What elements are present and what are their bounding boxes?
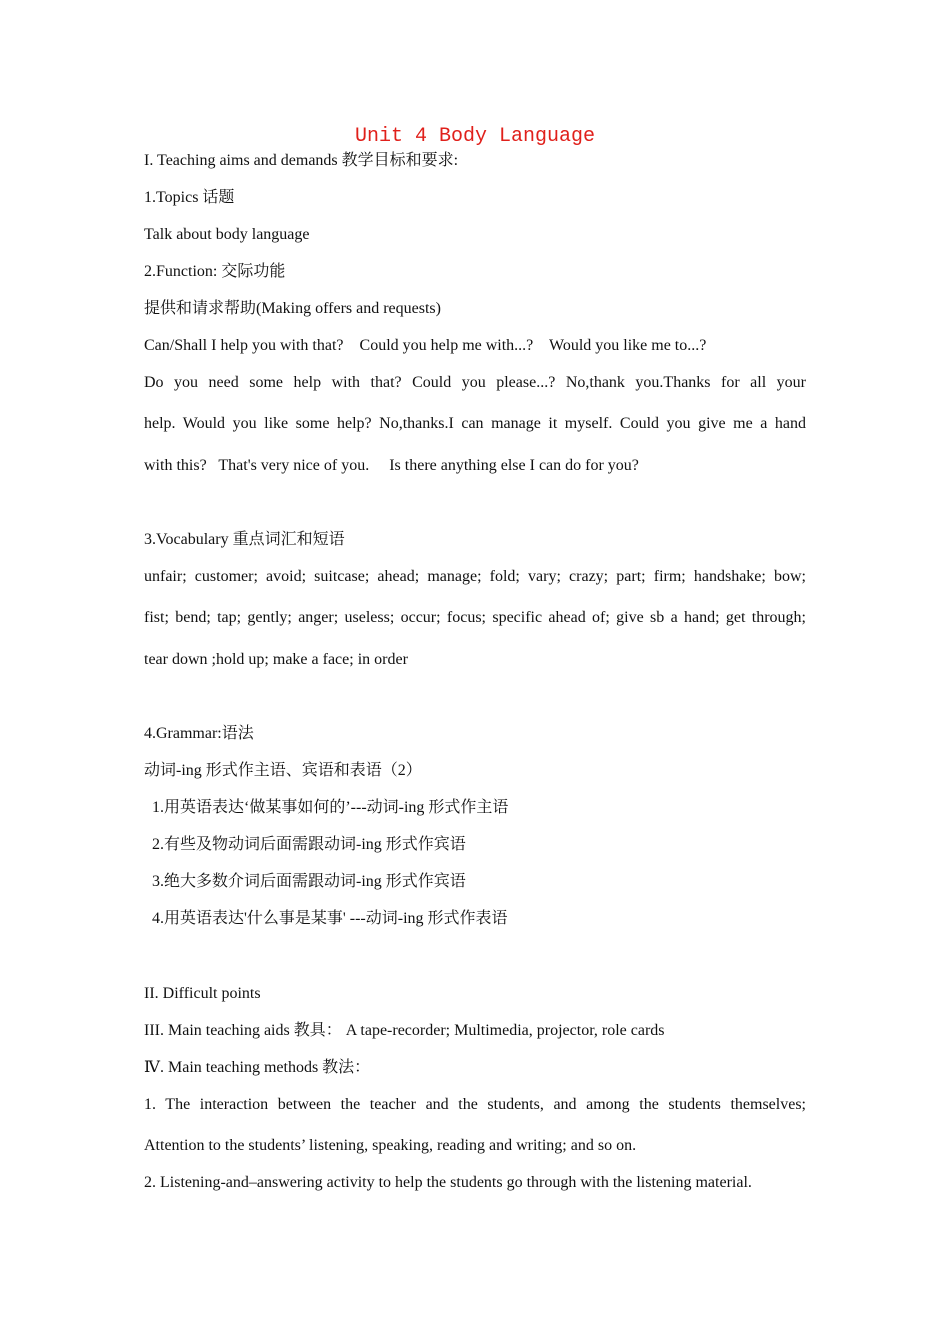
methods-item-2: 2. Listening-and–answering activity to help the students go through with the listening material. — [144, 1174, 752, 1191]
vocabulary-line-3: tear down ;hold up; make a face; in order — [144, 651, 408, 668]
methods-item-1-line-2: Attention to the students’ listening, speaking, reading and writing; and so on. — [144, 1137, 637, 1154]
function-line-3: help. Would you like some help? No,thanks.I can manage it myself. Could you give me a hand — [144, 415, 806, 432]
section-4-heading: Ⅳ. Main teaching methods 教法： — [144, 1059, 371, 1076]
grammar-item-3: 3.绝大多数介词后面需跟动词-ing 形式作宾语 — [152, 873, 466, 890]
section-1-heading: I. Teaching aims and demands 教学目标和要求: — [144, 152, 459, 169]
grammar-item-2: 2.有些及物动词后面需跟动词-ing 形式作宾语 — [152, 836, 466, 853]
grammar-item-1: 1.用英语表达‘做某事如何的’---动词-ing 形式作主语 — [152, 799, 509, 816]
grammar-item-4: 4.用英语表达'什么事是某事' ---动词-ing 形式作表语 — [152, 910, 508, 927]
function-line-2: Do you need some help with that? Could you please...? No,thank you.Thanks for all your — [144, 374, 806, 391]
function-line-1: Can/Shall I help you with that? Could you help me with...? Would you like me to...? — [144, 337, 707, 354]
grammar-heading: 4.Grammar:语法 — [144, 725, 254, 742]
vocabulary-heading: 3.Vocabulary 重点词汇和短语 — [144, 531, 345, 548]
vocabulary-line-2: fist; bend; tap; gently; anger; useless; occur; focus; specific ahead of; give sb a hand; get through; — [144, 609, 806, 626]
grammar-subheading: 动词-ing 形式作主语、宾语和表语（2） — [144, 762, 422, 779]
document-title: Unit 4 Body Language — [354, 125, 596, 148]
topics-heading: 1.Topics 话题 — [144, 189, 235, 206]
function-heading: 2.Function: 交际功能 — [144, 263, 286, 280]
topics-text: Talk about body language — [144, 226, 310, 243]
function-line-4: with this? That's very nice of you. Is there anything else I can do for you? — [144, 457, 639, 474]
section-3-text: III. Main teaching aids 教具： A tape-recorder; Multimedia, projector, role cards — [144, 1022, 665, 1039]
vocabulary-line-1: unfair; customer; avoid; suitcase; ahead; manage; fold; vary; crazy; part; firm; handshake; bow; — [144, 568, 806, 585]
function-subheading: 提供和请求帮助(Making offers and requests) — [144, 300, 441, 317]
methods-item-1-line-1: 1. The interaction between the teacher and the students, and among the students themselves; — [144, 1096, 806, 1113]
section-2-heading: II. Difficult points — [144, 985, 261, 1002]
